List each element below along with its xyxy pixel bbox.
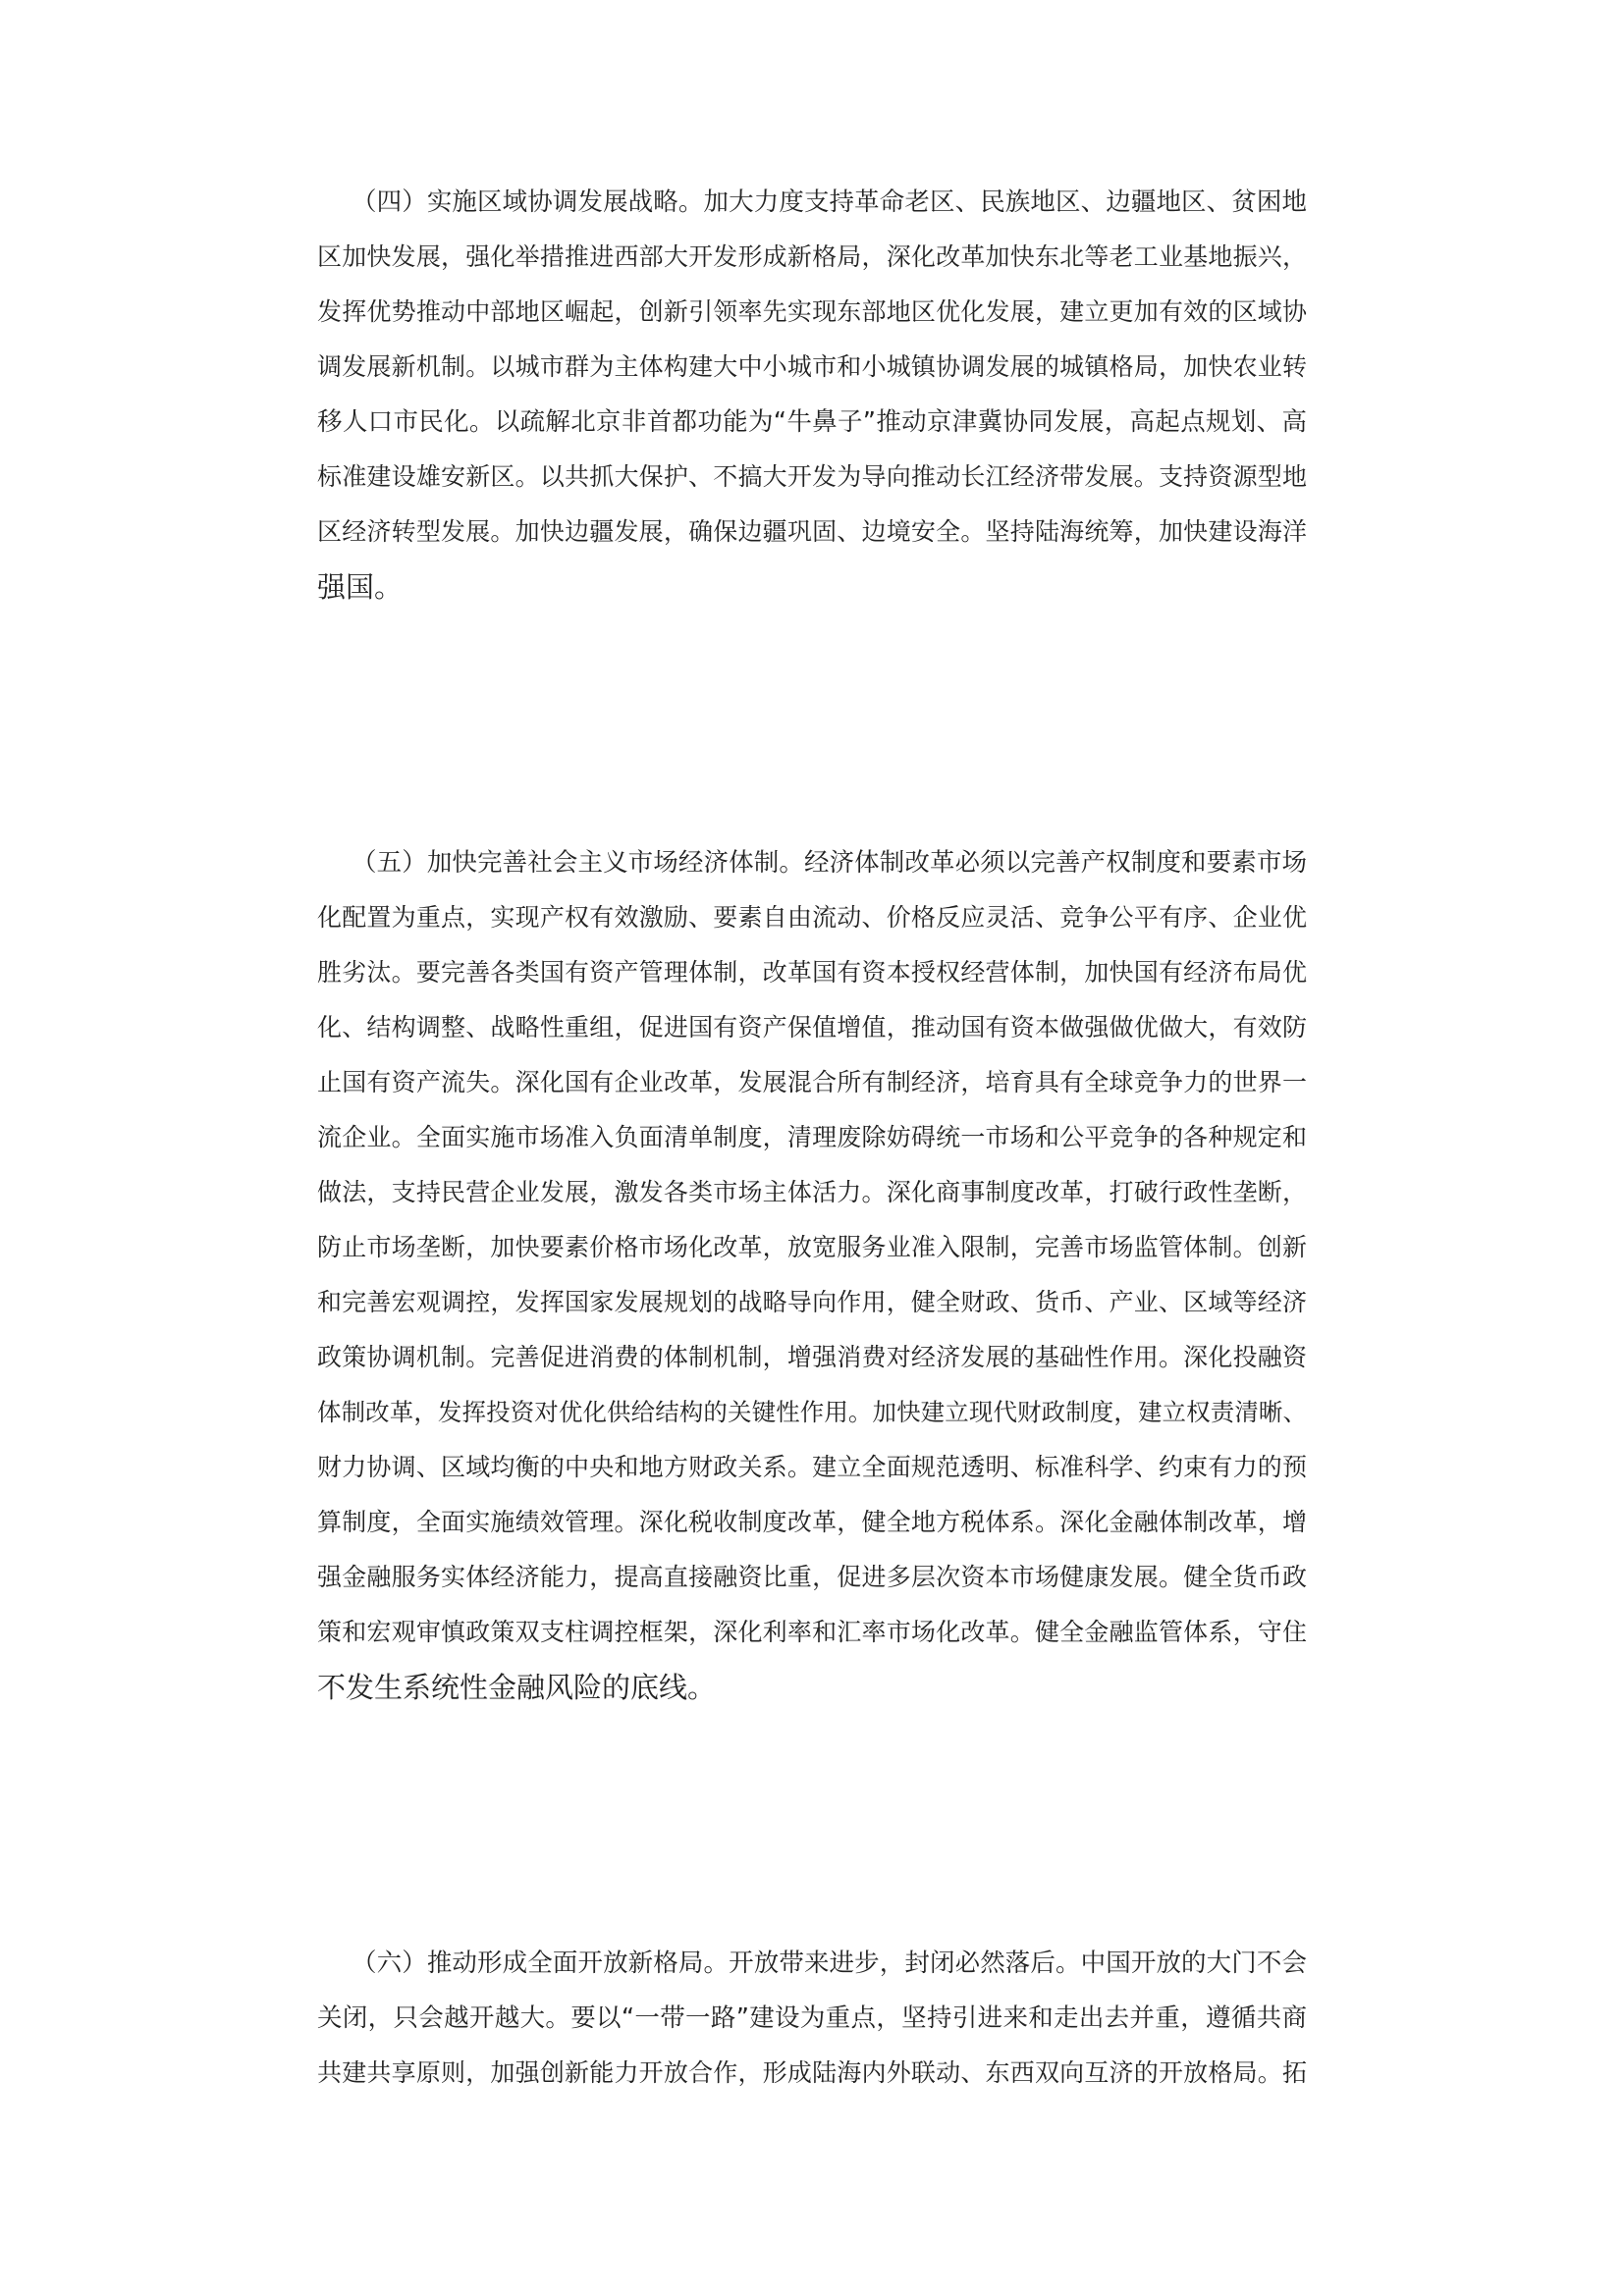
paragraph-line: 化配置为重点，实现产权有效激励、要素自由流动、价格反应灵活、竞争公平有序、企业优 (317, 903, 1307, 932)
paragraph-line: 调发展新机制。以城市群为主体构建大中小城市和小城镇协调发展的城镇格局，加快农业转 (317, 352, 1307, 381)
paragraph-line: 和完善宏观调控，发挥国家发展规划的战略导向作用，健全财政、货币、产业、区域等经济 (317, 1288, 1307, 1316)
paragraph-line: 标准建设雄安新区。以共抓大保护、不搞大开发为导向推动长江经济带发展。支持资源型地 (317, 462, 1307, 491)
paragraph-line: 防止市场垄断，加快要素价格市场化改革，放宽服务业准入限制，完善市场监管体制。创新 (317, 1233, 1307, 1261)
paragraph-line: （六）推动形成全面开放新格局。开放带来进步，封闭必然落后。中国开放的大门不会 (352, 1949, 1307, 1978)
paragraph-line: （五）加快完善社会主义市场经济体制。经济体制改革必须以完善产权制度和要素市场 (352, 848, 1307, 878)
paragraph-line: （四）实施区域协调发展战略。加大力度支持革命老区、民族地区、边疆地区、贫困地 (352, 187, 1307, 217)
paragraph-line: 区经济转型发展。加快边疆发展，确保边疆巩固、边境安全。坚持陆海统筹，加快建设海洋 (317, 517, 1307, 546)
paragraph-line: 政策协调机制。完善促进消费的体制机制，增强消费对经济发展的基础性作用。深化投融资 (317, 1343, 1307, 1371)
paragraph-line: 化、结构调整、战略性重组，促进国有资产保值增值，推动国有资本做强做优做大，有效防 (317, 1013, 1307, 1041)
paragraph-line: 移人口市民化。以疏解北京非首都功能为“牛鼻子”推动京津冀协同发展，高起点规划、高 (317, 407, 1307, 437)
paragraph-line: 流企业。全面实施市场准入负面清单制度，清理废除妨碍统一市场和公平竞争的各种规定和 (317, 1123, 1307, 1151)
paragraph-line: 算制度，全面实施绩效管理。深化税收制度改革，健全地方税体系。深化金融体制改革，增 (317, 1508, 1307, 1536)
paragraph-line: 强金融服务实体经济能力，提高直接融资比重，促进多层次资本市场健康发展。健全货币政 (317, 1563, 1307, 1591)
paragraph-line: 止国有资产流失。深化国有企业改革，发展混合所有制经济，培育具有全球竞争力的世界一 (317, 1068, 1307, 1096)
paragraph-line: 关闭，只会越开越大。要以“一带一路”建设为重点，坚持引进来和走出去并重，遵循共商 (317, 2003, 1307, 2033)
paragraph-line: 共建共享原则，加强创新能力开放合作，形成陆海内外联动、东西双向互济的开放格局。拓 (317, 2058, 1307, 2087)
paragraph-line: 发挥优势推动中部地区崛起，创新引领率先实现东部地区优化发展，建立更加有效的区域协 (317, 297, 1307, 326)
paragraph-line: 体制改革，发挥投资对优化供给结构的关键性作用。加快建立现代财政制度，建立权责清晰、 (317, 1398, 1307, 1426)
paragraph-line: 财力协调、区域均衡的中央和地方财政关系。建立全面规范透明、标准科学、约束有力的预 (317, 1453, 1307, 1481)
paragraph-line: 不发生系统性金融风险的底线。 (317, 1671, 717, 1704)
paragraph-line: 区加快发展，强化举措推进西部大开发形成新格局，深化改革加快东北等老工业基地振兴， (317, 242, 1307, 271)
paragraph-line: 胜劣汰。要完善各类国有资产管理体制，改革国有资本授权经营体制，加快国有经济布局优 (317, 958, 1307, 987)
paragraph-line: 强国。 (317, 570, 404, 604)
paragraph-line: 做法，支持民营企业发展，激发各类市场主体活力。深化商事制度改革，打破行政性垄断， (317, 1178, 1307, 1206)
paragraph-line: 策和宏观审慎政策双支柱调控框架，深化利率和汇率市场化改革。健全金融监管体系，守住 (317, 1618, 1307, 1646)
